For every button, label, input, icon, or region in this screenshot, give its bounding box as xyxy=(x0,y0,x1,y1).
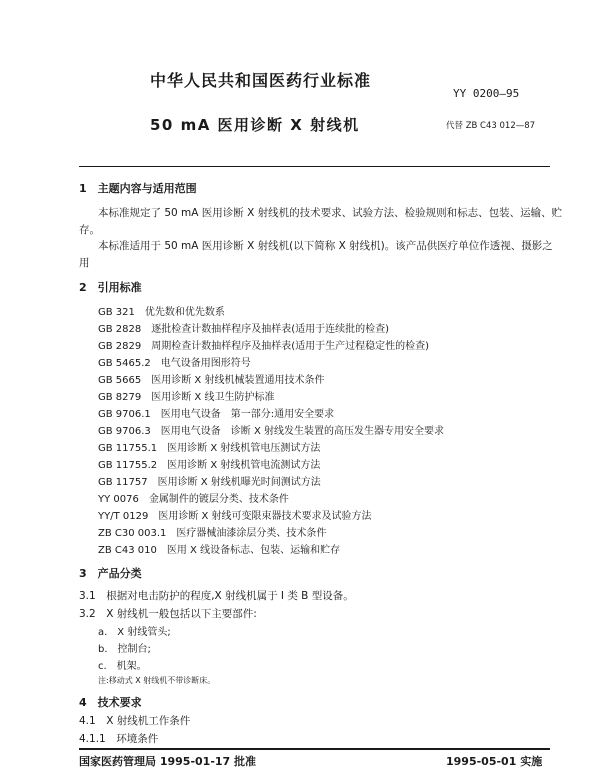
reference-item: GB 11755.1 医用诊断 X 射线机管电压测试方法 xyxy=(98,443,321,454)
section-2-heading: 2 引用标准 xyxy=(79,281,142,294)
reference-item: YY/T 0129 医用诊断 X 射线可变限束器技术要求及试验方法 xyxy=(98,511,372,522)
product-title: 50 mA 医用诊断 X 射线机 xyxy=(150,116,360,134)
clause-3-1: 3.1 根据对电击防护的程度,X 射线机属于 I 类 B 型设备。 xyxy=(79,590,354,602)
reference-item: GB 11757 医用诊断 X 射线机曝光时间测试方法 xyxy=(98,477,321,488)
component-item: a. X 射线管头; xyxy=(98,627,171,638)
effective-date: 1995-05-01 实施 xyxy=(446,755,543,768)
reference-item: YY 0076 金属制件的镀层分类、技术条件 xyxy=(98,494,289,505)
reference-item: ZB C30 003.1 医疗器械油漆涂层分类、技术条件 xyxy=(98,528,327,539)
reference-item: GB 2829 周期检查计数抽样程序及抽样表(适用于生产过程稳定性的检查) xyxy=(98,341,430,352)
reference-item: GB 11755.2 医用诊断 X 射线机管电流测试方法 xyxy=(98,460,321,471)
header-divider xyxy=(79,166,550,167)
standard-category-title: 中华人民共和国医药行业标准 xyxy=(150,71,372,90)
clause-4-1: 4.1 X 射线机工作条件 xyxy=(79,715,191,727)
note-text: 注:移动式 X 射线机不带诊断床。 xyxy=(98,676,216,685)
section-1-paragraph-2-cont: 用 xyxy=(79,257,90,269)
section-1-paragraph-1-cont: 存。 xyxy=(79,224,100,236)
reference-item: GB 2828 逐批检查计数抽样程序及抽样表(适用于连续批的检查) xyxy=(98,324,390,335)
standard-code: YY 0200—95 xyxy=(453,87,520,100)
component-item: c. 机架。 xyxy=(98,661,147,672)
reference-item: ZB C43 010 医用 X 线设备标志、包装、运输和贮存 xyxy=(98,545,341,556)
section-1-paragraph-1: 本标准规定了 50 mA 医用诊断 X 射线机的技术要求、试验方法、检验规则和标志、包装、运输、贮 xyxy=(98,207,563,219)
section-4-heading: 4 技术要求 xyxy=(79,696,142,709)
section-1-paragraph-2: 本标准适用于 50 mA 医用诊断 X 射线机(以下简称 X 射线机)。该产品供医疗单位作透视、摄影之 xyxy=(98,240,553,252)
reference-item: GB 9706.3 医用电气设备 诊断 X 射线发生装置的高压发生器专用安全要求 xyxy=(98,426,444,437)
reference-item: GB 5465.2 电气设备用图形符号 xyxy=(98,358,251,369)
section-1-heading: 1 主题内容与适用范围 xyxy=(79,182,197,195)
reference-item: GB 321 优先数和优先数系 xyxy=(98,307,225,318)
replaces-standard: 代替 ZB C43 012—87 xyxy=(446,121,536,131)
reference-item: GB 9706.1 医用电气设备 第一部分:通用安全要求 xyxy=(98,409,335,420)
reference-item: GB 8279 医用诊断 X 线卫生防护标准 xyxy=(98,392,275,403)
clause-4-1-1: 4.1.1 环境条件 xyxy=(79,733,159,745)
approval-info: 国家医药管理局 1995-01-17 批准 xyxy=(79,755,257,768)
section-3-heading: 3 产品分类 xyxy=(79,567,142,580)
reference-item: GB 5665 医用诊断 X 射线机械装置通用技术条件 xyxy=(98,375,325,386)
clause-3-2: 3.2 X 射线机一般包括以下主要部件: xyxy=(79,608,257,620)
component-item: b. 控制台; xyxy=(98,644,151,655)
footer-divider xyxy=(79,748,550,750)
